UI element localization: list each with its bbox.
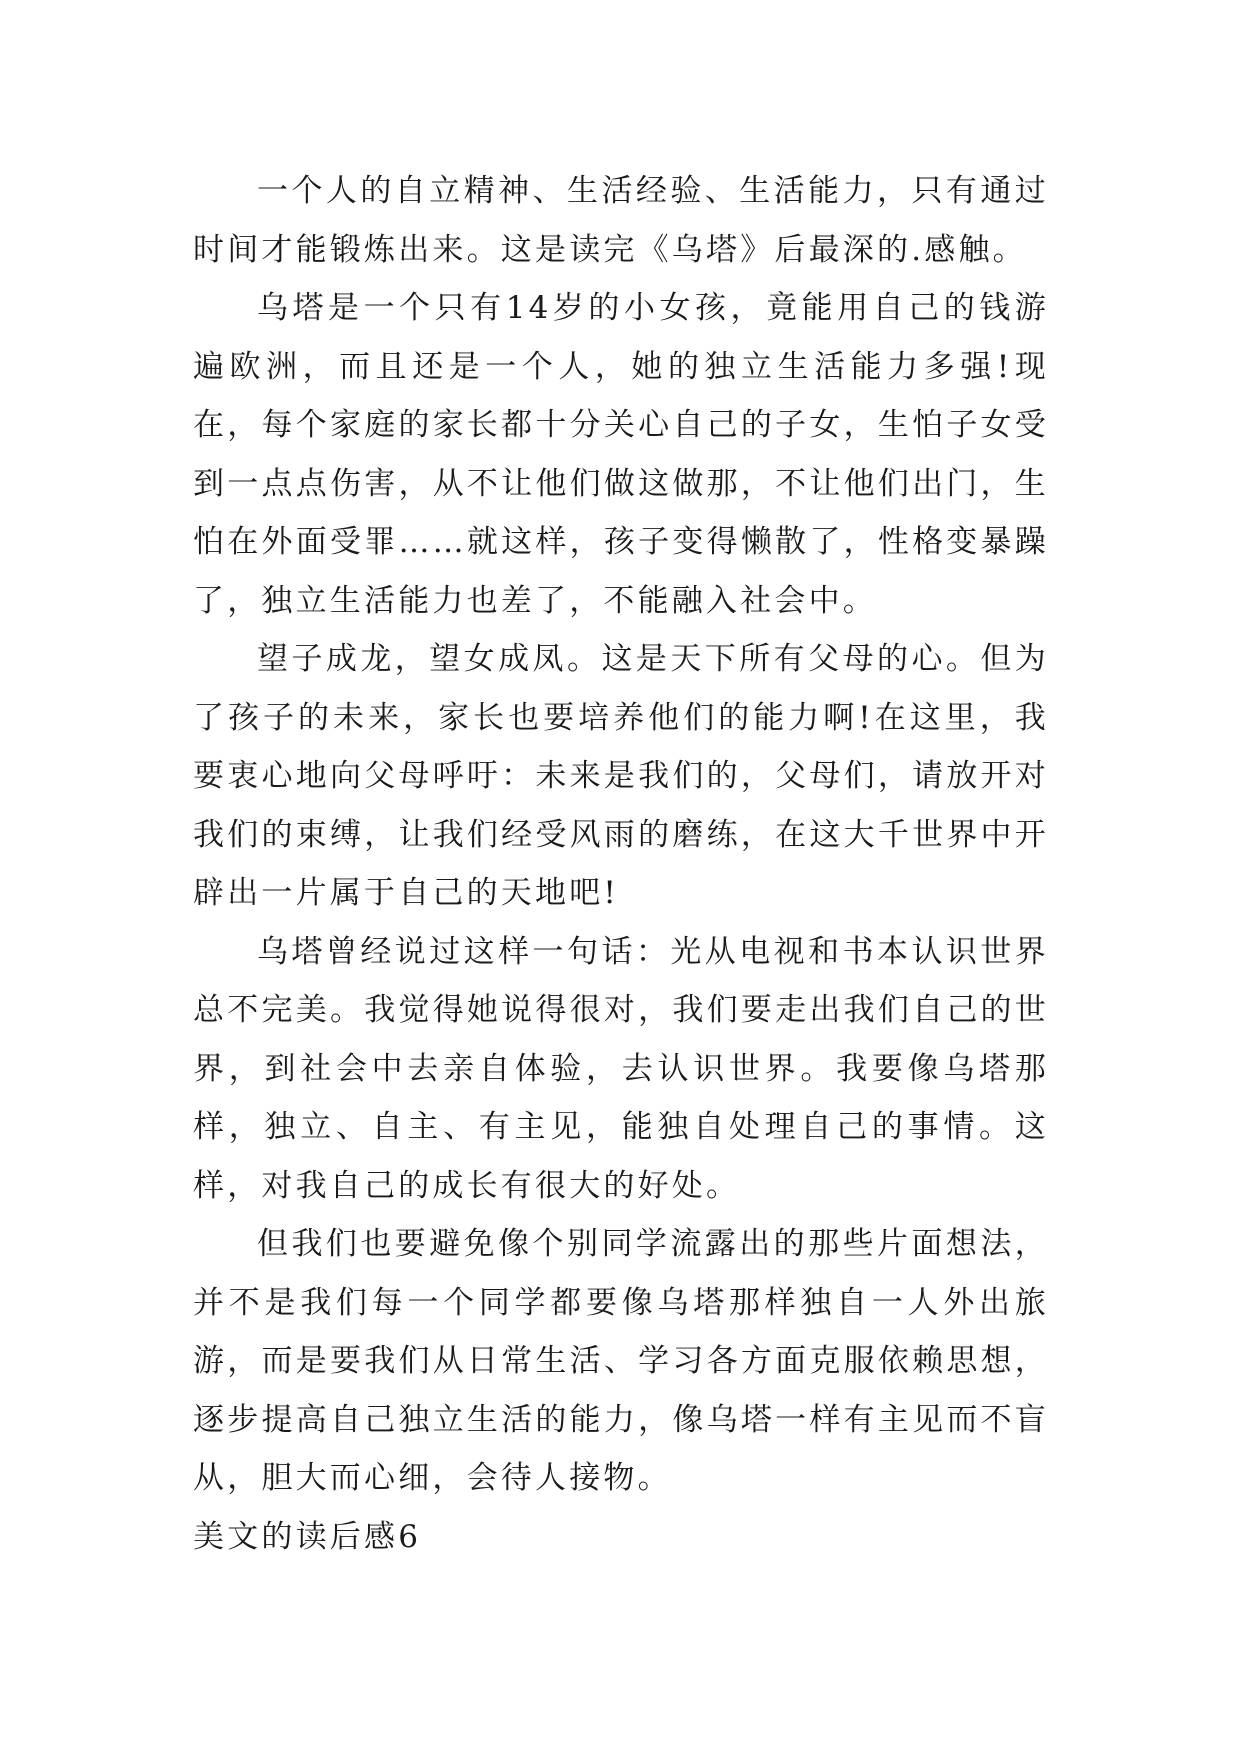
paragraph-5: 但我们也要避免像个别同学流露出的那些片面想法，并不是我们每一个同学都要像乌塔那样独自一人外出旅游，而是要我们从日常生活、学习各方面克服依赖思想，逐步提高自己独立生活的能力，像乌塔一样有主见而不盲从，胆大而心细，会待人接物。: [193, 1226, 1049, 1496]
paragraph-4: 乌塔曾经说过这样一句话：光从电视和书本认识世界总不完美。我觉得她说得很对，我们要走出我们自己的世界，到社会中去亲自体验，去认识世界。我要像乌塔那样，独立、自主、有主见，能独自处理自己的事情。这样，对我自己的成长有很大的好处。: [193, 933, 1049, 1204]
paragraph-2: 乌塔是一个只有14岁的小女孩，竟能用自己的钱游遍欧洲，而且还是一个人，她的独立生活能力多强!现在，每个家庭的家长都十分关心自己的子女，生怕子女受到一点点伤害，从不让他们做这做那，不让他们出门，生怕在外面受罪……就这样，孩子变得懒散了，性格变暴躁了，独立生活能力也差了，不能融入社会中。: [193, 290, 1049, 619]
document-body: [193, 162, 1049, 1566]
paragraph-3: 望子成龙，望女成凤。这是天下所有父母的心。但为了孩子的未来，家长也要培养他们的能力啊!在这里，我要衷心地向父母呼吁：未来是我们的，父母们，请放开对我们的束缚，让我们经受风雨的磨练，在这大千世界中开辟出一片属于自己的天地吧!: [193, 641, 1049, 911]
paragraph-1: 一个人的自立精神、生活经验、生活能力，只有通过时间才能锻炼出来。这是读完《乌塔》后最深的.感触。: [193, 173, 1049, 268]
section-heading: 美文的读后感6: [193, 1518, 422, 1555]
